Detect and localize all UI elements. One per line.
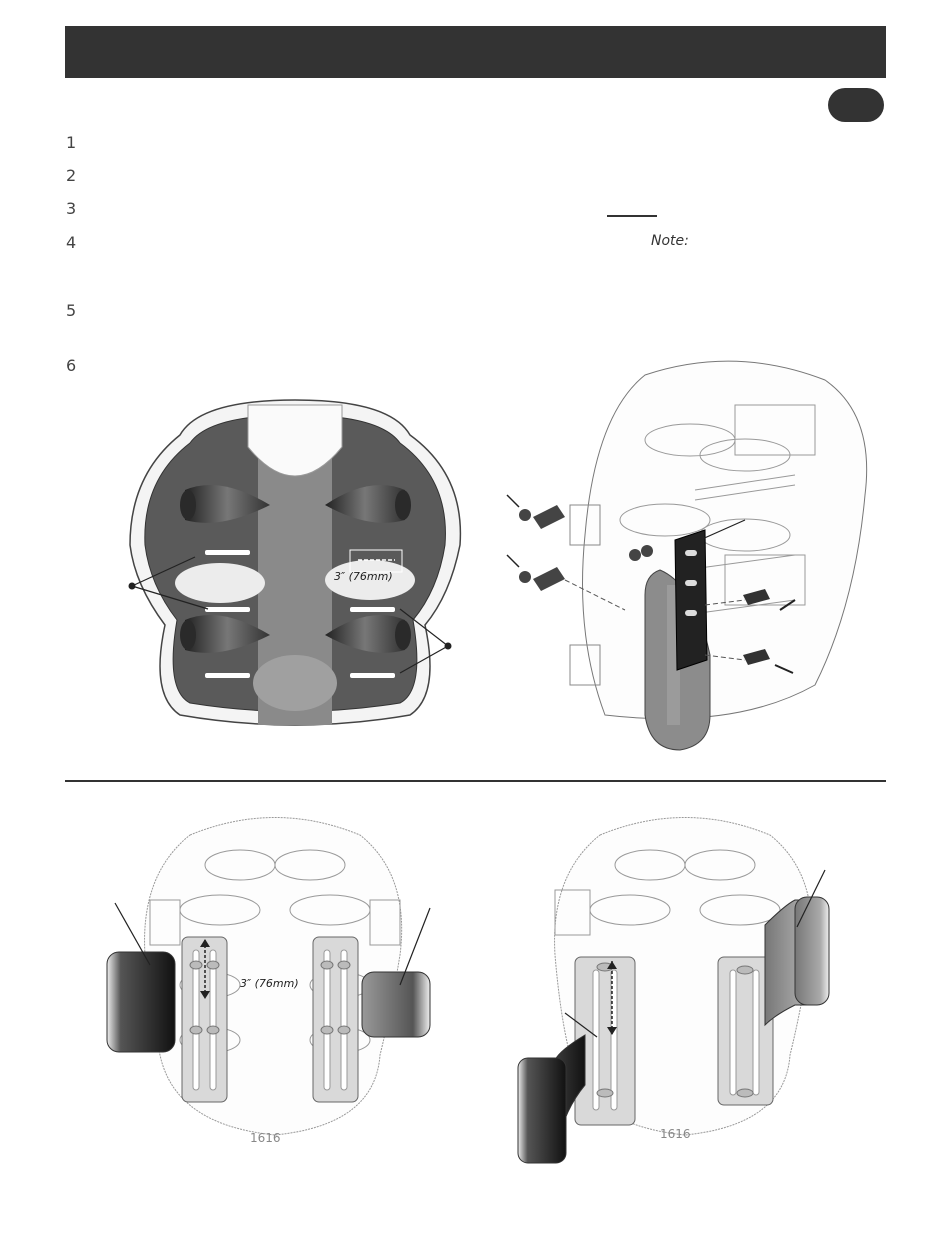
note-label: Note: [651,233,689,249]
page-badge [828,88,884,122]
section-divider [65,780,886,782]
model-number-right: 1616 [660,1127,691,1141]
step-number-6: 6 [66,356,77,375]
figure-lateral-pads-reversed [515,815,865,1165]
figure-mounting-exploded [495,355,885,755]
step-number-2: 2 [66,166,77,185]
step-number-3: 3 [66,199,77,218]
figure-backrest-front [120,395,470,745]
header-bar [65,26,886,78]
step-number-1: 1 [66,133,77,152]
model-number-left: 1616 [250,1131,281,1145]
underline-mark [607,215,657,217]
step-number-5: 5 [66,301,77,320]
dimension-label-bottom: 3″ (76mm) [240,977,299,990]
figure-lateral-pads-adjust [100,815,450,1155]
step-number-4: 4 [66,233,77,252]
dimension-label-top: 3″ (76mm) [334,570,393,583]
